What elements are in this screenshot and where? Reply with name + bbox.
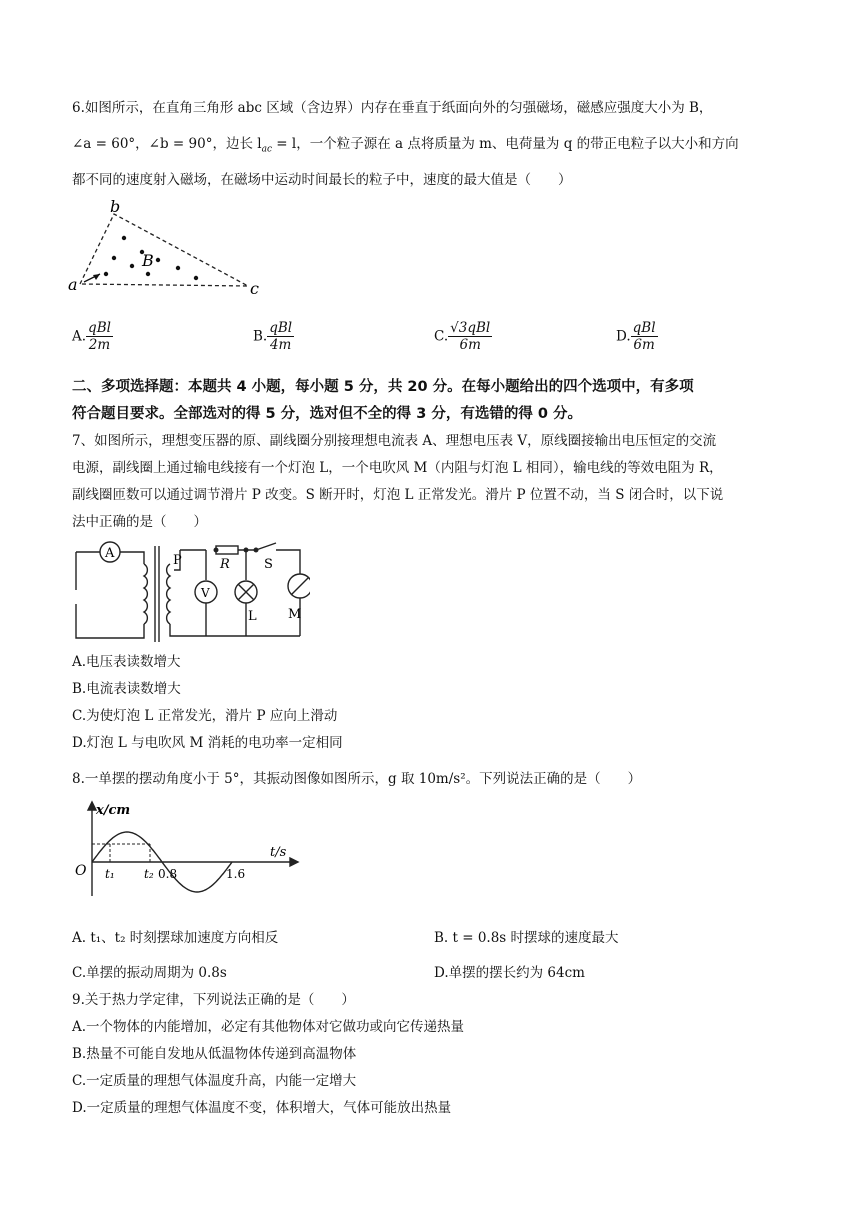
q6-option-d-letter: D. — [616, 328, 631, 345]
secondary-bottom-wire — [170, 624, 300, 636]
q6-stem-line2-sub: ac — [261, 144, 272, 155]
q6-option-a-den: 2m — [88, 337, 111, 353]
q6-option-b-num: qBl — [269, 320, 293, 336]
q6-option-b-den: 4m — [269, 337, 292, 353]
q8-option-d[interactable]: D.单摆的摆长约为 64cm — [434, 965, 585, 981]
q6-stem-line2-b: = l，一个粒子源在 a 点将质量为 m、电荷量为 q 的带正电粒子以大小和方向 — [271, 136, 739, 152]
label-A: A — [105, 546, 115, 561]
y-axis-arrow — [88, 802, 96, 810]
wire-after-switch — [276, 550, 300, 574]
q6-option-c-den: 6m — [459, 337, 481, 353]
primary-bottom-wire — [76, 604, 144, 638]
q8-option-a[interactable]: A. t₁、t₂ 时刻摆球加速度方向相反 — [72, 930, 279, 946]
label-M: M — [288, 607, 302, 622]
junction-3 — [254, 548, 258, 552]
q6-option-a-letter: A. — [72, 328, 87, 345]
primary-top-wire-2 — [120, 552, 144, 564]
q6-option-b-letter: B. — [253, 328, 268, 345]
q6-option-d-den: 6m — [633, 337, 655, 353]
q6-option-a[interactable] — [72, 320, 113, 353]
label-L: L — [248, 609, 257, 624]
q8-stem-line1: 8.一单摆的摆动角度小于 5°，其振动图像如图所示，g 取 10m/s²。下列说法正确的是（ ） — [72, 771, 642, 787]
q6-option-b[interactable] — [253, 320, 294, 353]
q6-stem-line1: 6.如图所示，在直角三角形 abc 区域（含边界）内存在垂直于纸面向外的匀强磁场，磁感应强度大小为 B， — [72, 100, 713, 116]
q7-stem-line1: 7、如图所示，理想变压器的原、副线圈分别接理想电流表 A、理想电压表 V，原线圈接输出电压恒定的交流 — [72, 433, 717, 449]
q9-option-b[interactable]: B.热量不可能自发地从低温物体传递到高温物体 — [72, 1046, 357, 1062]
label-S: S — [264, 557, 273, 572]
label-0.8: 0.8 — [158, 867, 178, 881]
label-ylabel: x/cm — [96, 803, 131, 818]
x-axis-arrow — [290, 858, 298, 866]
q6-stem-line3: 都不同的速度射入磁场，在磁场中运动时间最长的粒子中，速度的最大值是（ ） — [72, 172, 572, 188]
section2-heading-line1: 二、多项选择题：本题共 4 小题，每小题 5 分，共 20 分。在每小题给出的四个选项中，有多项 — [72, 379, 694, 395]
q6-option-c[interactable] — [434, 320, 492, 353]
label-t1: t₁ — [105, 867, 115, 881]
label-c: c — [250, 279, 259, 298]
section2-heading-line2: 符合题目要求。全部选对的得 5 分，选对但不全的得 3 分，有选错的得 0 分。 — [72, 406, 583, 422]
label-t2: t₂ — [144, 867, 154, 881]
label-V: V — [201, 586, 210, 600]
label-a: a — [68, 275, 78, 294]
label-B: B — [142, 251, 154, 270]
label-1.6: 1.6 — [226, 867, 246, 881]
q6-option-c-letter: C. — [434, 328, 449, 345]
primary-coil — [144, 564, 147, 624]
q6-triangle-figure — [66, 198, 266, 298]
q8-oscillation-graph — [70, 800, 310, 900]
q7-stem-line3: 副线圈匝数可以通过调节滑片 P 改变。S 断开时，灯泡 L 正常发光。滑片 P 位置不动，当 S 闭合时，以下说 — [72, 487, 724, 503]
secondary-coil — [167, 564, 170, 624]
q6-stem-line2-a: ∠a = 60°，∠b = 90°，边长 l — [72, 136, 262, 152]
resistor-R — [216, 546, 238, 554]
q8-option-c[interactable]: C.单摆的振动周期为 0.8s — [72, 965, 227, 981]
q7-option-d[interactable]: D.灯泡 L 与电吹风 M 消耗的电功率一定相同 — [72, 735, 343, 751]
q6-option-a-num: qBl — [88, 320, 111, 336]
q9-option-c[interactable]: C.一定质量的理想气体温度升高，内能一定增大 — [72, 1073, 357, 1089]
label-origin: O — [75, 863, 87, 879]
junction-2 — [244, 548, 248, 552]
switch-S — [256, 543, 276, 550]
junction-1 — [214, 548, 218, 552]
q7-option-b[interactable]: B.电流表读数增大 — [72, 681, 181, 697]
q8-option-b[interactable]: B. t = 0.8s 时摆球的速度最大 — [434, 930, 619, 946]
q7-option-a[interactable]: A.电压表读数增大 — [72, 654, 181, 670]
q7-option-c[interactable]: C.为使灯泡 L 正常发光，滑片 P 应向上滑动 — [72, 708, 338, 724]
q7-stem-line2: 电源，副线圈上通过输电线接有一个灯泡 L，一个电吹风 M（内阻与灯泡 L 相同），输电线的等效电阻为 R， — [72, 460, 723, 476]
q6-stem-line2 — [72, 134, 739, 160]
q6-option-c-num: √3qBl — [450, 320, 491, 336]
q9-option-d[interactable]: D.一定质量的理想气体温度不变，体积增大，气体可能放出热量 — [72, 1100, 452, 1116]
q6-option-d-num: qBl — [632, 320, 656, 336]
label-xlabel: t/s — [270, 845, 287, 860]
q7-circuit-figure — [70, 540, 310, 645]
q6-option-d[interactable] — [616, 320, 658, 353]
label-R: R — [220, 557, 230, 572]
q9-stem-line1: 9.关于热力学定律，下列说法正确的是（ ） — [72, 992, 355, 1008]
q9-option-a[interactable]: A.一个物体的内能增加，必定有其他物体对它做功或向它传递热量 — [72, 1019, 465, 1035]
label-b: b — [110, 198, 121, 216]
motor-diag — [291, 577, 309, 595]
label-P: P — [173, 553, 182, 568]
q7-stem-line4: 法中正确的是（ ） — [72, 514, 207, 530]
